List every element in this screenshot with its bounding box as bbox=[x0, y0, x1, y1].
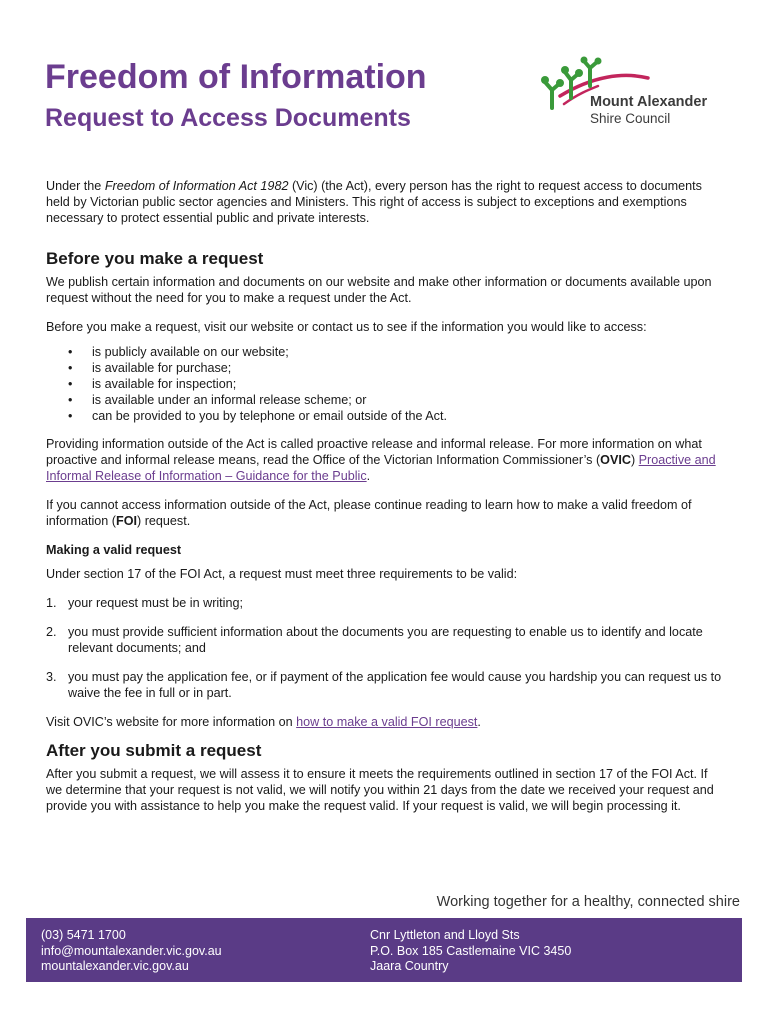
valid-foi-request-link[interactable]: how to make a valid FOI request bbox=[296, 715, 478, 729]
valid-request-heading: Making a valid request bbox=[46, 543, 182, 557]
list-item: • is available under an informal release scheme; or bbox=[68, 392, 726, 408]
requirements-list bbox=[46, 595, 726, 701]
tagline: Working together for a healthy, connected shire bbox=[436, 894, 740, 910]
proactive-release-paragraph: Providing information outside of the Act is called proactive release and informal release. For more information on what proactive and informal release means, read the Office of the Victorian Information Commissioner’s (OVIC) Proactive and Informal Release of Information – Guidance for the Public. bbox=[46, 437, 716, 483]
visit-ovic-paragraph: Visit OVIC’s website for more information on how to make a valid FOI request. bbox=[46, 715, 481, 729]
list-item: • is publicly available on our website; bbox=[68, 344, 726, 360]
council-logo bbox=[538, 56, 728, 130]
footer-bar bbox=[26, 918, 742, 982]
access-options-list bbox=[46, 344, 726, 424]
logo-subtitle: Shire Council bbox=[590, 111, 671, 126]
list-item: • can be provided to you by telephone or email outside of the Act. bbox=[68, 408, 726, 424]
list-item: • is available for inspection; bbox=[68, 376, 726, 392]
before-paragraph-1: We publish certain information and documents on our website and make other information or documents available upon request without the need for you to make a request under the Act. bbox=[46, 275, 712, 305]
footer-contact bbox=[41, 928, 222, 975]
after-paragraph: After you submit a request, we will assess it to ensure it meets the requirements outlined in section 17 of the FOI Act. If we determine that your request is not valid, we will notify you within 21 days from the date we received your request and provide you with assistance to help you make the request valid. If your request is valid, we will begin processing it. bbox=[46, 767, 714, 813]
list-item: 2. you must provide sufficient information about the documents you are requesting to enable us to identify and locate relevant documents; and bbox=[46, 625, 703, 655]
footer-address bbox=[370, 928, 571, 975]
after-heading: After you submit a request bbox=[46, 741, 262, 760]
main-content bbox=[46, 178, 726, 827]
footer-address-line-3: Jaara Country bbox=[370, 959, 449, 973]
footer-address-line-2: P.O. Box 185 Castlemaine VIC 3450 bbox=[370, 943, 572, 958]
list-item: 3. you must pay the application fee, or if payment of the application fee would cause you hardship you can request us to waive the fee in full or in part. bbox=[46, 670, 722, 700]
page-title: Freedom of Information bbox=[45, 58, 427, 96]
before-paragraph-2: Before you make a request, visit our website or contact us to see if the information you would like to access: bbox=[46, 320, 647, 334]
before-heading: Before you make a request bbox=[46, 249, 264, 268]
logo-name: Mount Alexander bbox=[590, 94, 708, 110]
footer-phone: (03) 5471 1700 bbox=[41, 928, 126, 942]
footer-website: mountalexander.vic.gov.au bbox=[41, 959, 189, 973]
list-item: • is available for purchase; bbox=[68, 360, 726, 376]
list-item: 1. your request must be in writing; bbox=[46, 596, 243, 610]
footer-email: info@mountalexander.vic.gov.au bbox=[41, 943, 222, 958]
page-subtitle: Request to Access Documents bbox=[45, 104, 411, 132]
continue-reading-paragraph: If you cannot access information outside of the Act, please continue reading to learn how to make a valid freedom of information (FOI) request. bbox=[46, 498, 692, 528]
footer-address-line-1: Cnr Lyttleton and Lloyd Sts bbox=[370, 928, 520, 942]
valid-request-intro: Under section 17 of the FOI Act, a request must meet three requirements to be valid: bbox=[46, 567, 518, 581]
intro-paragraph: Under the Freedom of Information Act 1982 (Vic) (the Act), every person has the right to request access to documents held by Victorian public sector agencies and Ministers. This right of access is subject to exceptions and exemptions necessary to protect essential public and private interests. bbox=[46, 179, 702, 225]
proactive-release-guidance-link[interactable]: Proactive and Informal Release of Information – Guidance for the Public bbox=[46, 453, 716, 483]
